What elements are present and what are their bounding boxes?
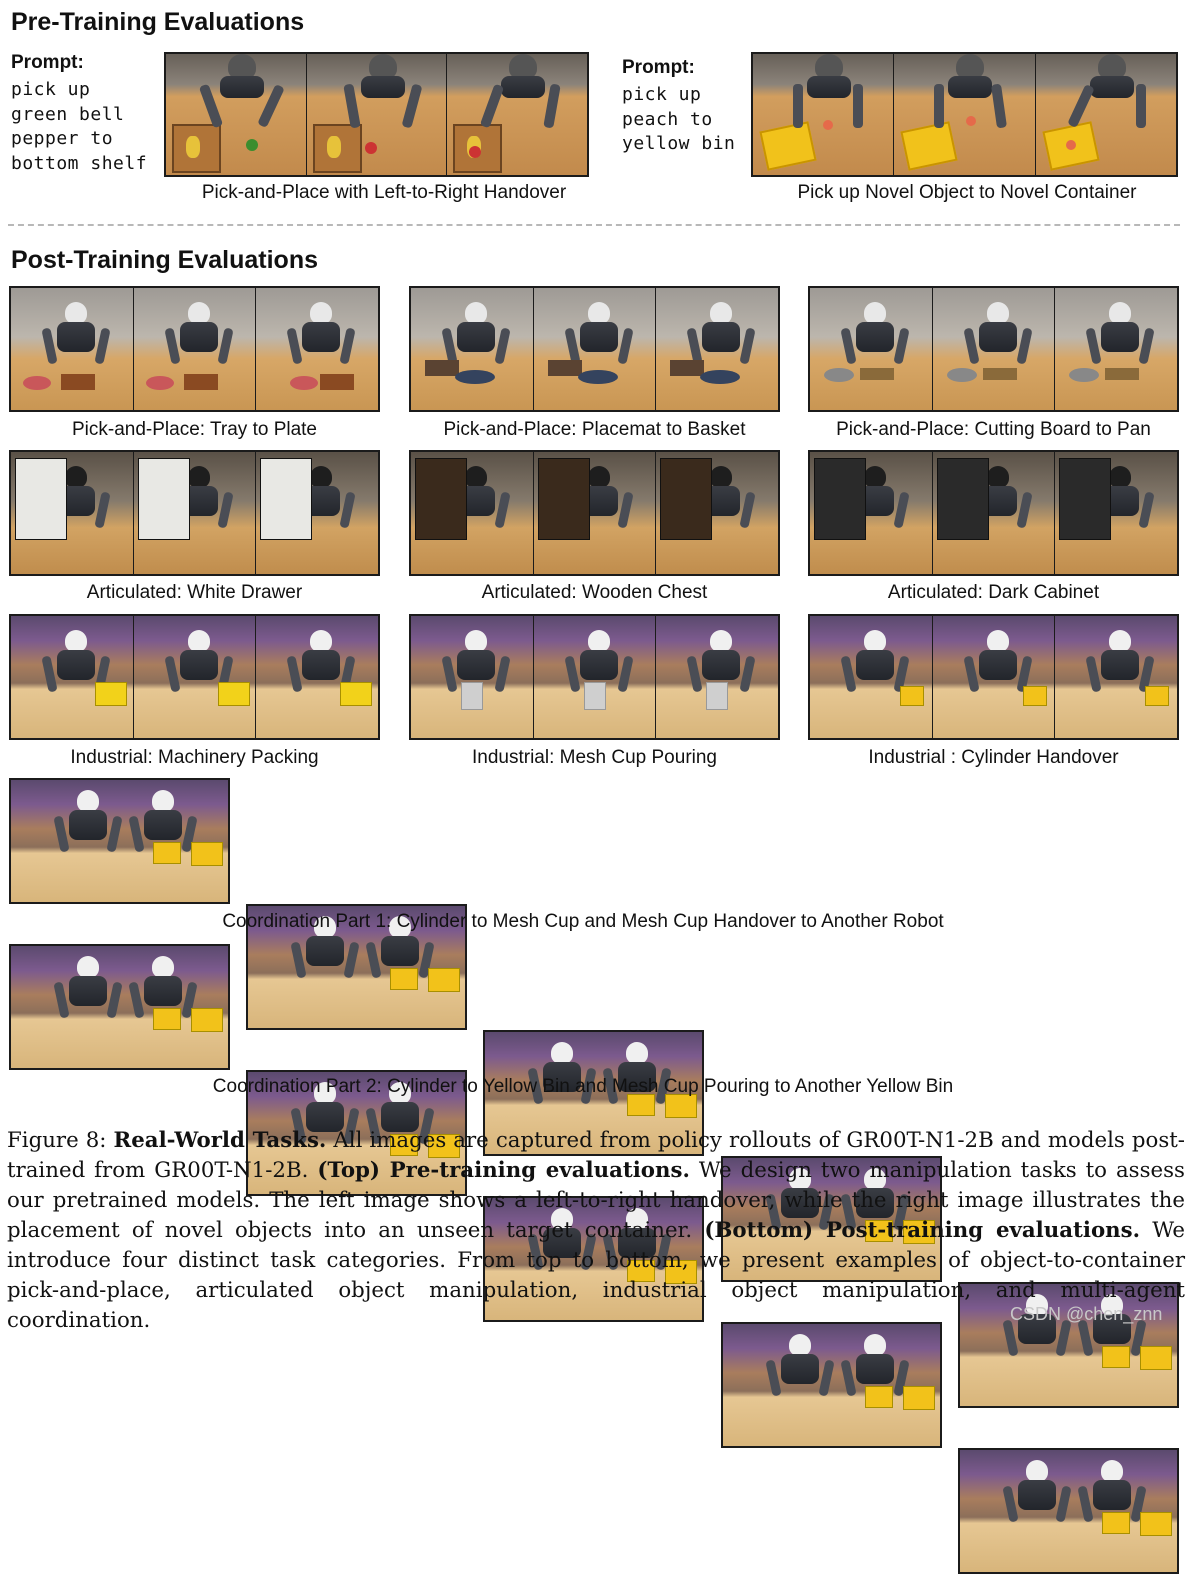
photo-strip	[808, 286, 1179, 412]
caption-bold-3: (Bottom) Post-training evaluations.	[704, 1218, 1141, 1243]
row-coordination-part2	[0, 944, 1190, 1070]
photo-frame	[810, 616, 933, 738]
right-prompt	[622, 57, 735, 157]
photo-frame	[933, 452, 1056, 574]
photo-frame	[134, 616, 257, 738]
post-training-title: Post-Training Evaluations	[11, 246, 318, 274]
coordination-part2-caption: Coordination Part 2: Cylinder to Yellow Bin and Mesh Cup Pouring to Another Yellow Bin	[212, 1076, 954, 1097]
photo-frame	[721, 1322, 942, 1448]
right-prompt-label: Prompt:	[622, 57, 695, 78]
photo-frame	[256, 452, 378, 574]
photo-frame	[810, 452, 933, 574]
caption-text-2: We design two manipulation tasks to assess our pretrained models. The left image shows a left-to-right handover, while the right image illustrates the placement of novel objects into an unseen target container.	[7, 1158, 1185, 1243]
left-prompt	[11, 52, 147, 176]
caption-bold-1: Real-World Tasks.	[113, 1128, 327, 1153]
row-coordination-part1	[0, 778, 1190, 904]
right-pretrain-photo-strip	[751, 52, 1178, 177]
photo-frame	[656, 288, 778, 410]
photo-frame	[256, 616, 378, 738]
row-articulated	[0, 450, 1190, 610]
photo-strip	[9, 286, 380, 412]
photo-frame	[11, 288, 134, 410]
photo-strip	[808, 450, 1179, 576]
photo-frame	[11, 452, 134, 574]
figure-label: Figure 8:	[7, 1128, 107, 1153]
coordination-part1-caption: Coordination Part 1: Cylinder to Mesh Cup and Mesh Cup Handover to Another Robot	[222, 911, 944, 932]
photo-strip	[9, 450, 380, 576]
photo-frame	[411, 452, 534, 574]
section-divider	[8, 224, 1180, 226]
photo-strip	[409, 286, 780, 412]
left-prompt-label: Prompt:	[11, 52, 84, 73]
task-caption: Pick-and-Place: Cutting Board to Pan	[836, 419, 1151, 440]
caption-text-1: All images are captured from policy rollouts of GR00T-N1-2B and models post-trained from GR00T-N1-2B.	[7, 1128, 1186, 1183]
figure-caption	[7, 1126, 1185, 1336]
photo-strip	[9, 614, 380, 740]
left-pretrain-caption: Pick-and-Place with Left-to-Right Handover	[201, 182, 567, 203]
right-prompt-text: pick up peach to yellow bin	[622, 84, 736, 154]
photo-frame	[11, 616, 134, 738]
left-pretrain-photo-strip	[164, 52, 589, 177]
pre-training-title: Pre-Training Evaluations	[11, 8, 305, 36]
photo-frame	[933, 288, 1056, 410]
photo-frame	[933, 616, 1056, 738]
task-caption: Pick-and-Place: Placemat to Basket	[443, 419, 746, 440]
task-caption: Industrial: Mesh Cup Pouring	[471, 747, 717, 768]
photo-frame	[307, 54, 448, 175]
photo-frame	[534, 616, 657, 738]
task-caption: Articulated: White Drawer	[86, 582, 303, 603]
photo-frame	[1036, 54, 1176, 175]
photo-frame	[753, 54, 894, 175]
photo-strip	[409, 614, 780, 740]
photo-frame	[534, 288, 657, 410]
left-prompt-text: pick up green bell pepper to bottom shelf	[11, 79, 148, 174]
row-industrial	[0, 614, 1190, 774]
photo-frame	[411, 288, 534, 410]
photo-strip	[808, 614, 1179, 740]
photo-frame	[1055, 452, 1177, 574]
photo-frame	[256, 288, 378, 410]
photo-frame	[9, 778, 230, 904]
photo-frame	[1055, 616, 1177, 738]
task-caption: Industrial : Cylinder Handover	[868, 747, 1119, 768]
photo-frame	[894, 54, 1035, 175]
photo-frame	[958, 1448, 1179, 1574]
photo-frame	[534, 452, 657, 574]
task-caption: Pick-and-Place: Tray to Plate	[72, 419, 317, 440]
row-pick-and-place	[0, 286, 1190, 446]
watermark: CSDN @chen_znn	[1010, 1304, 1163, 1324]
task-caption: Industrial: Machinery Packing	[70, 747, 319, 768]
photo-frame	[447, 54, 587, 175]
task-caption: Articulated: Dark Cabinet	[887, 582, 1100, 603]
photo-frame	[656, 616, 778, 738]
photo-frame	[134, 452, 257, 574]
photo-frame	[9, 944, 230, 1070]
photo-strip	[409, 450, 780, 576]
caption-bold-2: (Top) Pre-training evaluations.	[317, 1158, 690, 1183]
right-pretrain-caption: Pick up Novel Object to Novel Container	[797, 182, 1137, 203]
task-caption: Articulated: Wooden Chest	[481, 582, 708, 603]
photo-frame	[134, 288, 257, 410]
caption-text-3: We introduce four distinct task categories. From top to bottom, we present examples of object-to-container pick-and-place, articulated object manipulation, industrial object manipulation, and multi-agent coordination.	[7, 1218, 1186, 1333]
photo-frame	[656, 452, 778, 574]
photo-frame	[1055, 288, 1177, 410]
photo-frame	[166, 54, 307, 175]
photo-frame	[810, 288, 933, 410]
photo-frame	[411, 616, 534, 738]
